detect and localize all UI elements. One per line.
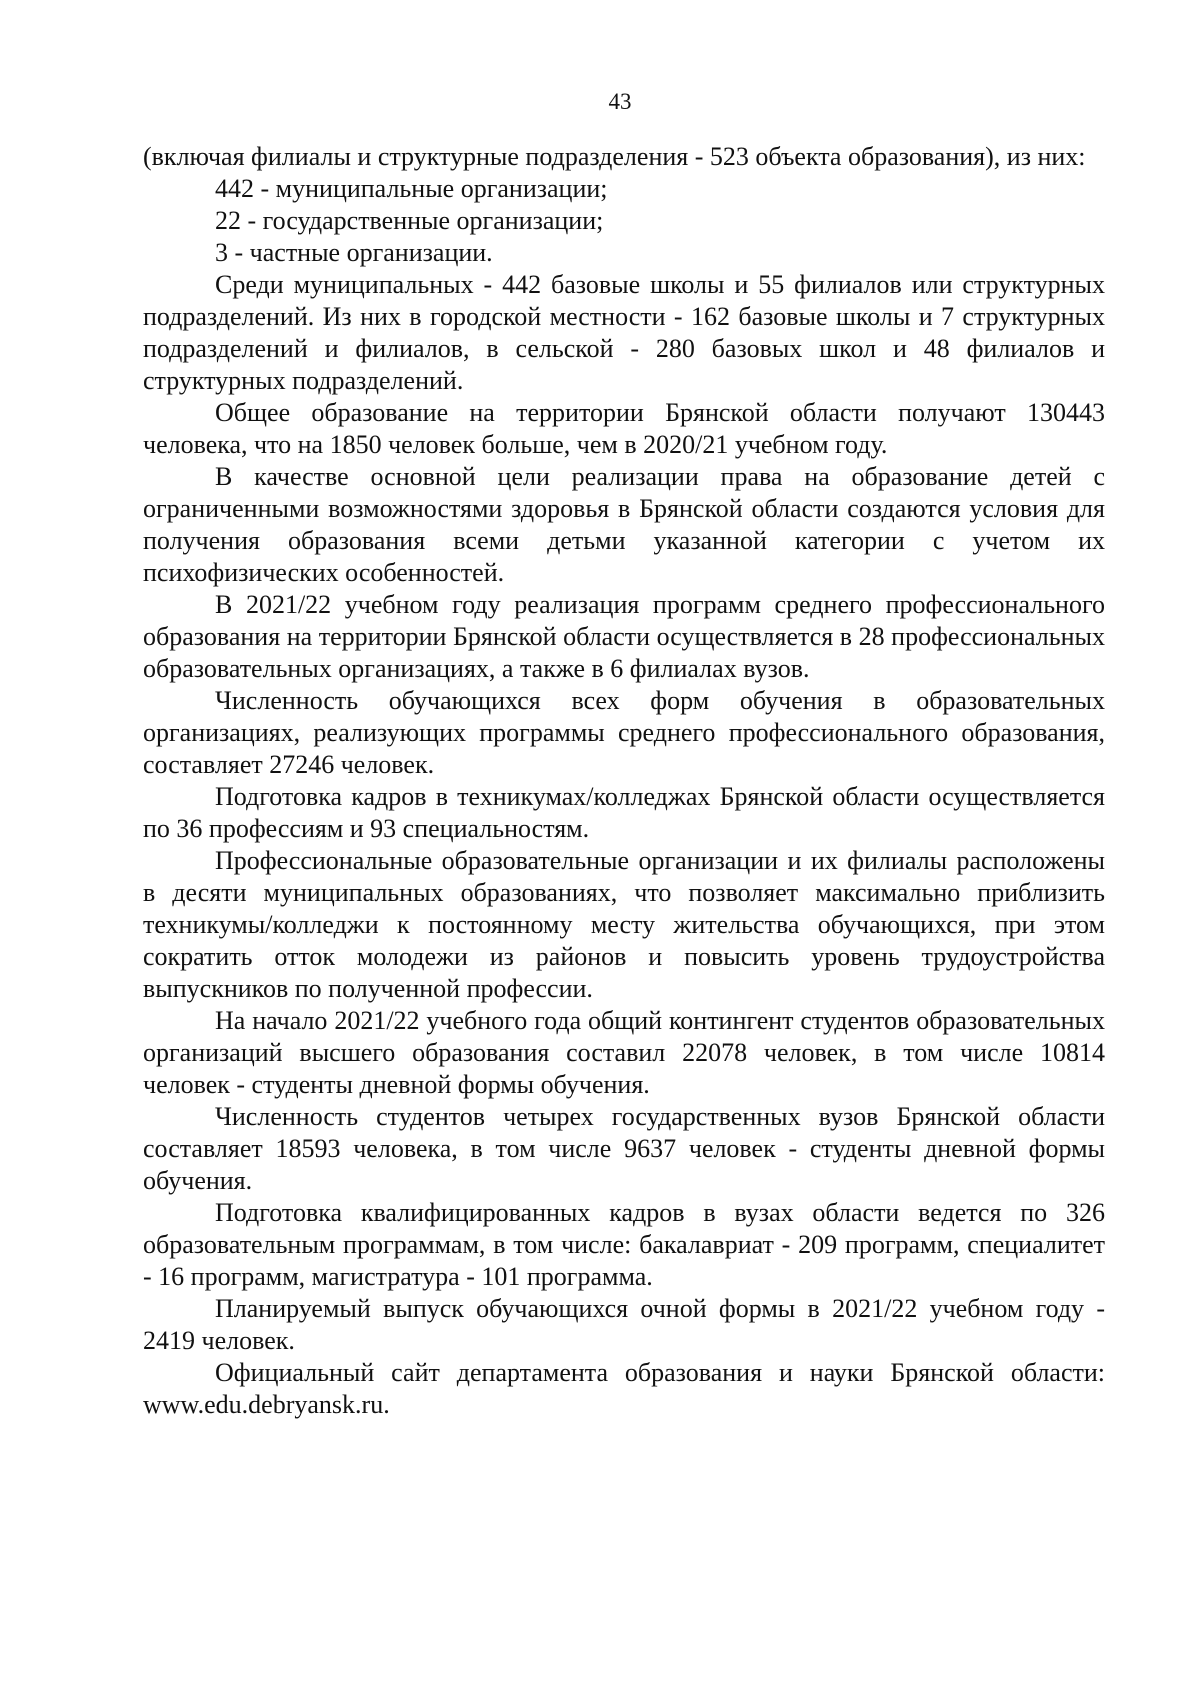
paragraph-general-education: Общее образование на территории Брянской области получают 130443 человека, что на 1850 человек больше, чем в 2020/21 учебном году. bbox=[143, 398, 1105, 459]
paragraph-special-needs: В качестве основной цели реализации права на образование детей с ограниченными возможностями здоровья в Брянской области создаются условия для получения образования всеми детьми указанной категории с учетом их психофизических особенностей. bbox=[143, 462, 1105, 587]
intro-paragraph: (включая филиалы и структурные подразделения - 523 объекта образования), из них: bbox=[143, 142, 1086, 171]
paragraph-colleges-location: Профессиональные образовательные организации и их филиалы расположены в десяти муниципальных образованиях, что позволяет максимально приблизить техникумы/колледжи к постоянному месту жительства обучающихся, при этом сократить отток молодежи из районов и повысить уровень трудоустройства выпускников по полученной профессии. bbox=[143, 846, 1105, 1003]
paragraph-colleges-specialties: Подготовка кадров в техникумах/колледжах Брянской области осуществляется по 36 профессиям и 93 специальностям. bbox=[143, 782, 1105, 843]
list-item-state: 22 - государственные организации; bbox=[215, 206, 604, 235]
paragraph-vocational-programs: В 2021/22 учебном году реализация программ среднего профессионального образования на территории Брянской области осуществляется в 28 профессиональных образовательных организациях, а также в 6 филиалах вузов. bbox=[143, 590, 1105, 683]
paragraph-municipal-schools: Среди муниципальных - 442 базовые школы и 55 филиалов или структурных подразделений. Из них в городской местности - 162 базовые школы и 7 структурных подразделений и филиалов, в сельской - 280 базовых школ и 48 филиалов и структурных подразделений. bbox=[143, 270, 1105, 395]
paragraph-vocational-students: Численность обучающихся всех форм обучения в образовательных организациях, реализующих программы среднего профессионального образования, составляет 27246 человек. bbox=[143, 686, 1105, 779]
website-paragraph bbox=[143, 1357, 1105, 1421]
website-label: Официальный сайт департамента образования и науки Брянской области: bbox=[215, 1358, 1105, 1387]
list-item-municipal: 442 - муниципальные организации; bbox=[215, 174, 608, 203]
paragraph-higher-education: На начало 2021/22 учебного года общий контингент студентов образовательных организаций высшего образования составил 22078 человек, в том числе 10814 человек - студенты дневной формы обучения. bbox=[143, 1006, 1105, 1099]
paragraph-university-programs: Подготовка квалифицированных кадров в вузах области ведется по 326 образовательным программам, в том числе: бакалавриат - 209 программ, специалитет - 16 программ, магистратура - 101 программа. bbox=[143, 1198, 1105, 1291]
paragraph-state-universities: Численность студентов четырех государственных вузов Брянской области составляет 18593 человека, в том числе 9637 человек - студенты дневной формы обучения. bbox=[143, 1102, 1105, 1195]
paragraph-graduation: Планируемый выпуск обучающихся очной формы в 2021/22 учебном году - 2419 человек. bbox=[143, 1294, 1105, 1355]
document-body bbox=[143, 141, 1105, 1421]
page-number: 43 bbox=[608, 89, 632, 114]
list-item-private: 3 - частные организации. bbox=[215, 238, 493, 267]
website-link[interactable]: www.edu.debryansk.ru. bbox=[143, 1390, 390, 1419]
